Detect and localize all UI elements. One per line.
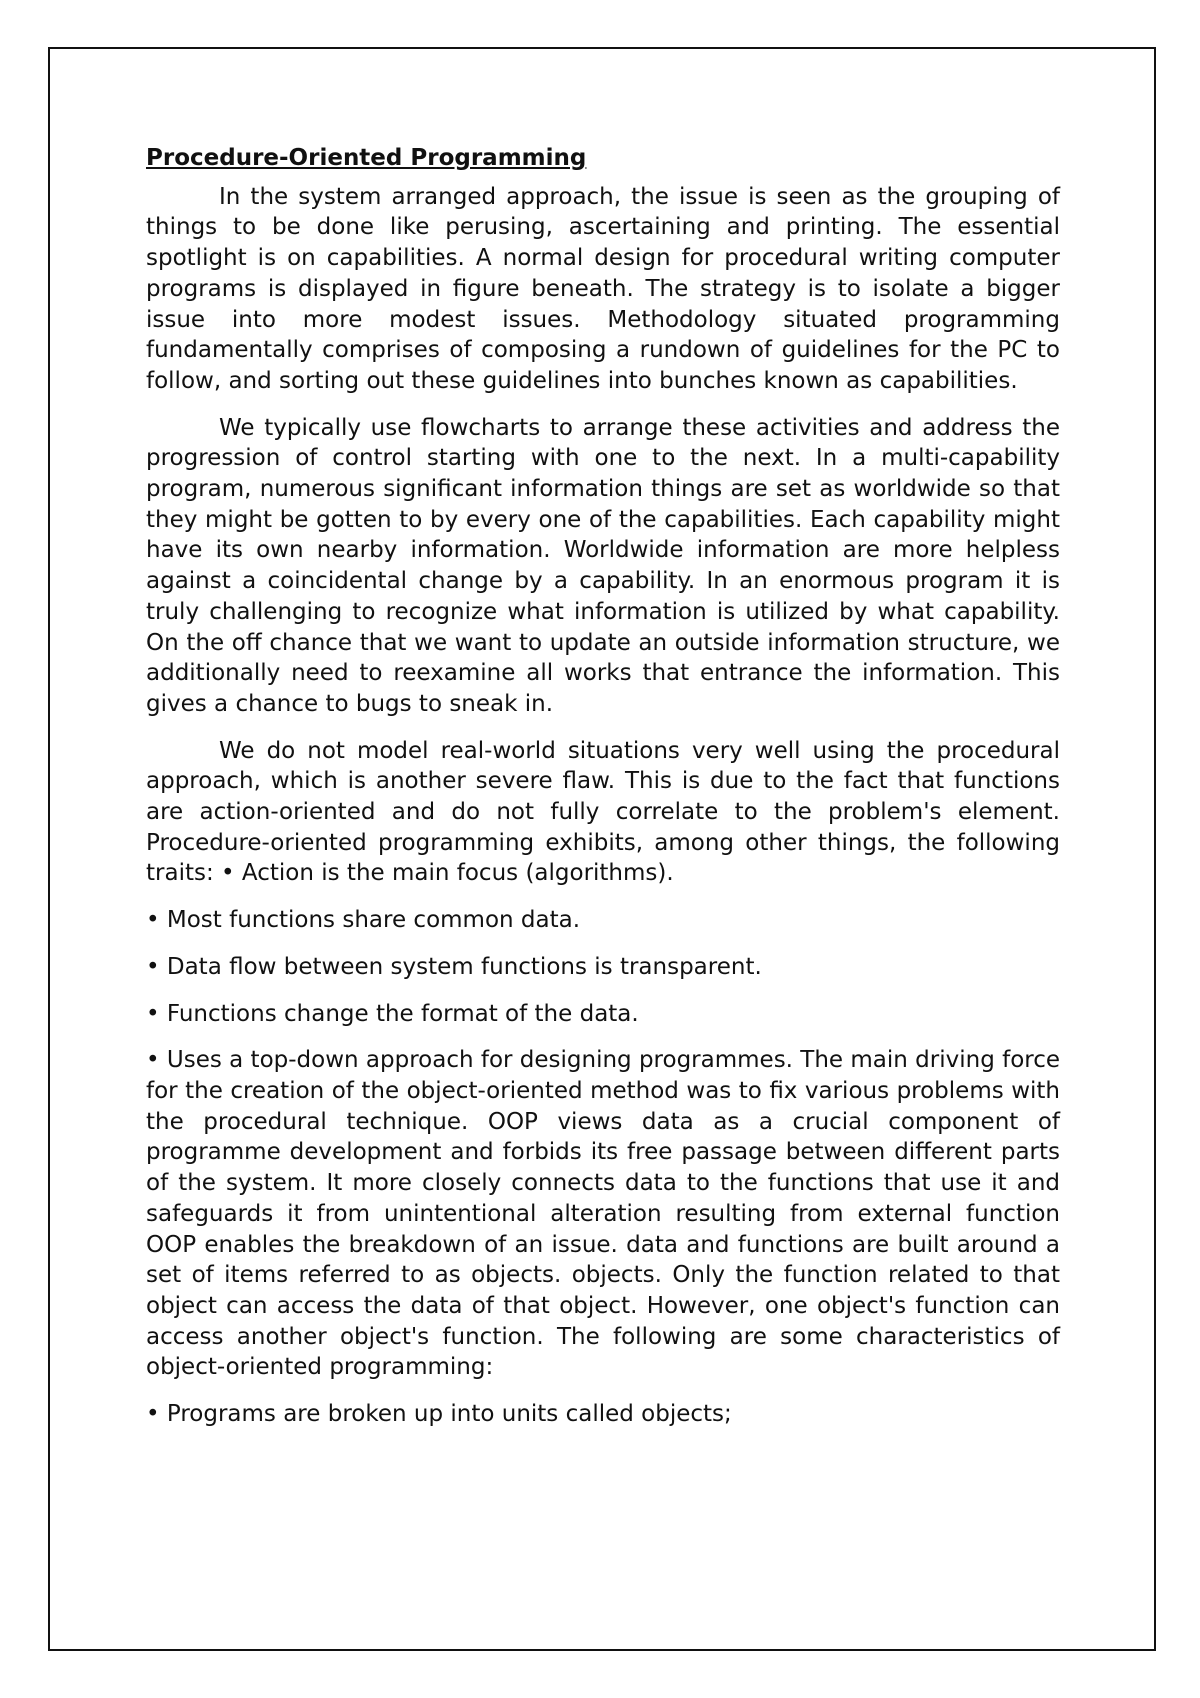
document-title: Procedure-Oriented Programming: [146, 145, 587, 171]
bullet-objects: • Programs are broken up into units called objects;: [146, 1401, 732, 1428]
paragraph-real-world: We do not model real-world situations very well using the procedural approach, which is another severe flaw. This is due to the fact that functions are action-oriented and do not fully correlate to the problem's element. Procedure-oriented programming exhibits, among other things, the following traits: • Action is the main focus (algorithms).: [146, 737, 1060, 887]
bullet-format-change: • Functions change the format of the data.: [146, 1000, 639, 1027]
bullet-common-data: • Most functions share common data.: [146, 907, 581, 934]
bullet-data-flow: • Data flow between system functions is transparent.: [146, 953, 762, 980]
bullet-top-down: • Uses a top-down approach for designing programmes. The main driving force for the creation of the object-oriented method was to fix various problems with the procedural technique. OOP views data as a crucial component of programme development and forbids its free passage between different parts of the system. It more closely connects data to the functions that use it and safeguards it from unintentional alteration resulting from external function OOP enables the breakdown of an issue. data and functions are built around a set of items referred to as objects. objects. Only the function related to that object can access the data of that object. However, one object's function can access another object's function. The following are some characteristics of object-oriented programming:: [146, 1047, 1061, 1381]
document-body: [146, 143, 1060, 1446]
paragraph-intro: In the system arranged approach, the issue is seen as the grouping of things to be done like perusing, ascertaining and printing. The essential spotlight is on capabilities. A normal design for procedural writing computer programs is displayed in figure beneath. The strategy is to isolate a bigger issue into more modest issues. Methodology situated programming fundamentally comprises of composing a rundown of guidelines for the PC to follow, and sorting out these guidelines into bunches known as capabilities.: [146, 183, 1060, 394]
paragraph-flowcharts: We typically use flowcharts to arrange these activities and address the progression of control starting with one to the next. In a multi-capability program, numerous significant information things are set as worldwide so that they might be gotten to by every one of the capabilities. Each capability might have its own nearby information. Worldwide information are more helpless against a coincidental change by a capability. In an enormous program it is truly challenging to recognize what information is utilized by what capability. On the off chance that we want to update an outside information structure, we additionally need to reexamine all works that entrance the information. This gives a chance to bugs to sneak in.: [146, 414, 1060, 717]
